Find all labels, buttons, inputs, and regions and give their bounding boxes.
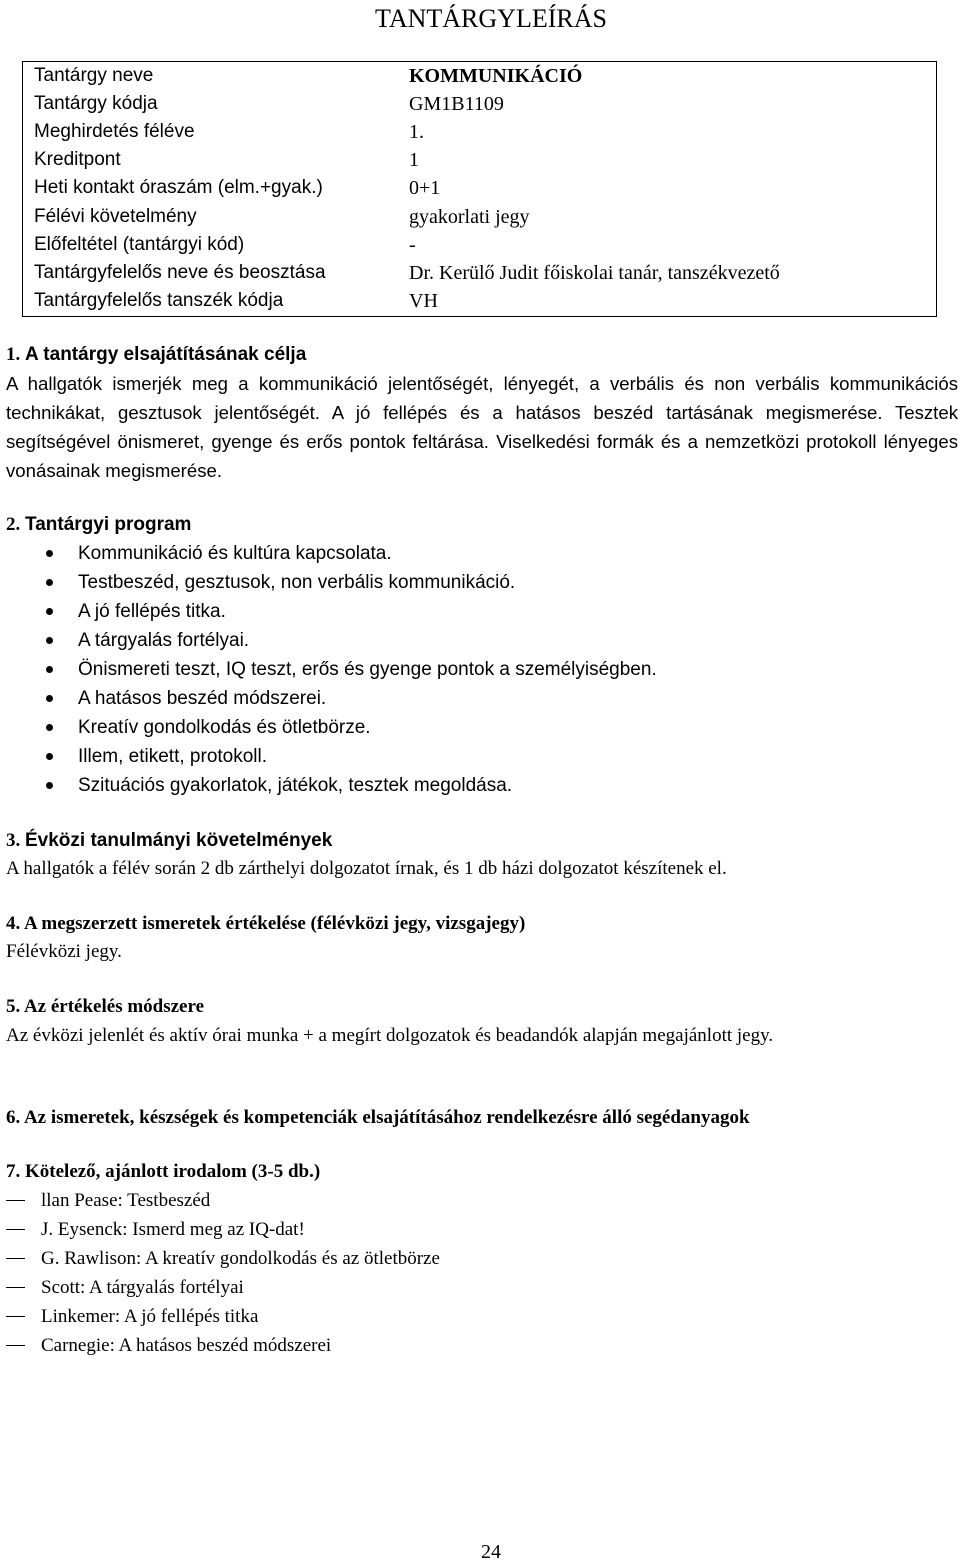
course-info-table (22, 61, 937, 317)
info-label: Tantárgyfelelős tanszék kódja (34, 290, 284, 311)
info-value: VH (409, 290, 438, 312)
section-heading (6, 827, 958, 855)
info-row-prerequisite (23, 231, 936, 259)
info-label: Tantárgyfelelős neve és beosztása (34, 262, 326, 283)
section-2 (6, 511, 958, 803)
section-7 (6, 1158, 958, 1362)
info-label: Meghirdetés féléve (34, 121, 195, 142)
bullet-icon (46, 579, 53, 586)
info-value: GM1B1109 (409, 93, 504, 115)
section-number: 7. (6, 1161, 21, 1182)
info-label: Heti kontakt óraszám (elm.+gyak.) (34, 177, 323, 198)
section-number: 6. (6, 1107, 21, 1128)
dash-icon (6, 1258, 25, 1259)
bullet-icon (46, 724, 53, 731)
info-value: 0+1 (409, 177, 441, 199)
section-1 (6, 341, 958, 485)
document-title: TANTÁRGYLEÍRÁS (375, 4, 607, 33)
section-5 (6, 993, 958, 1050)
bullet-icon (46, 753, 53, 760)
section-number: 3. (6, 830, 21, 851)
bullet-icon (46, 608, 53, 615)
info-label: Tantárgy kódja (34, 93, 158, 114)
dash-icon (6, 1287, 25, 1288)
info-row-weekly-hours (23, 174, 936, 202)
section-number: 2. (6, 514, 21, 535)
section-title: Kötelező, ajánlott irodalom (3-5 db.) (25, 1161, 321, 1182)
dash-icon (6, 1200, 25, 1201)
bullet-icon (46, 695, 53, 702)
dash-icon (6, 1229, 25, 1230)
section-heading (6, 511, 958, 539)
section-heading (6, 910, 958, 938)
info-row-responsible (23, 259, 936, 287)
section-heading (6, 993, 958, 1021)
section-title: A megszerzett ismeretek értékelése (félévközi jegy, vizsgajegy) (23, 913, 526, 934)
dash-icon (6, 1316, 25, 1317)
section-title: A tantárgy elsajátításának célja (25, 344, 307, 365)
info-row-credits (23, 146, 936, 174)
section-body: A hallgatók a félév során 2 db zárthelyi dolgozatot írnak, és 1 db házi dolgozatot készítenek el. (6, 858, 727, 879)
info-row-semester (23, 118, 936, 146)
page-number: 24 (481, 1541, 501, 1563)
section-title: Évközi tanulmányi követelmények (25, 830, 333, 851)
section-heading (6, 341, 958, 369)
info-value: Dr. Kerülő Judit főiskolai tanár, tanszékvezető (409, 262, 780, 284)
section-body: Az évközi jelenlét és aktív órai munka + a megírt dolgozatok és beadandók alapján megajánlott jegy. (6, 1025, 774, 1046)
section-body: A hallgatók ismerjék meg a kommunikáció jelentőségét, lényegét, a verbális és non verbális kommunikációs technikákat, gesztusok jelentőségét. A jó fellépés és a hatásos beszéd tartásának megismerése. Tesztek segítségével önismeret, gyenge és erős pontok feltárása. Viselkedési formák és a nemzetközi protokoll lényeges vonásainak megismerése. (6, 373, 958, 481)
bullet-icon (46, 637, 53, 644)
section-heading (6, 1104, 958, 1132)
info-label: Előfeltétel (tantárgyi kód) (34, 234, 245, 255)
section-title: Az ismeretek, készségek és kompetenciák elsajátításához rendelkezésre álló segédanyagok (23, 1107, 750, 1128)
info-value: KOMMUNIKÁCIÓ (409, 65, 583, 87)
info-row-course-code (23, 90, 936, 118)
section-title: Tantárgyi program (25, 514, 192, 535)
section-number: 5. (6, 996, 21, 1017)
section-body: Félévközi jegy. (6, 941, 122, 962)
info-label: Kreditpont (34, 149, 121, 170)
info-value: 1. (409, 121, 424, 143)
section-6 (6, 1104, 958, 1132)
info-value: - (409, 234, 416, 256)
section-4 (6, 910, 958, 966)
info-label: Tantárgy neve (34, 65, 154, 86)
section-title: Az értékelés módszere (23, 996, 205, 1017)
section-number: 1. (6, 344, 21, 365)
section-number: 4. (6, 913, 21, 934)
info-row-department (23, 287, 936, 315)
literature-list: llan Pease: Testbeszéd J. Eysenck: Ismerd meg az IQ-dat! G. Rawlison: A kreatív gondolkodás és az ötletbörze Scott: A tárgyalás fortélyai Linkemer: A jó fellépés titka Carnegie: A hatásos beszéd módszerei (0, 1186, 952, 1362)
info-label: Félévi követelmény (34, 206, 197, 227)
section-3 (6, 827, 958, 883)
program-list: Kommunikáció és kultúra kapcsolata. Testbeszéd, gesztusok, non verbális kommunikáció. A jó fellépés titka. A tárgyalás fortélyai. Önismereti teszt, IQ teszt, erős és gyenge pontok a személyiségben. A hatásos beszéd módszerei. Kreatív gondolkodás és ötletbörze. Illem, etikett, protokoll. Szituációs gyakorlatok, játékok, tesztek megoldása. (6, 539, 958, 803)
info-row-course-name (23, 62, 936, 90)
info-row-requirement (23, 203, 936, 231)
dash-icon (6, 1345, 25, 1346)
bullet-icon (46, 666, 53, 673)
info-value: 1 (409, 149, 419, 171)
bullet-icon (46, 550, 53, 557)
section-heading (6, 1158, 958, 1186)
info-value: gyakorlati jegy (409, 206, 530, 228)
bullet-icon (46, 782, 53, 789)
